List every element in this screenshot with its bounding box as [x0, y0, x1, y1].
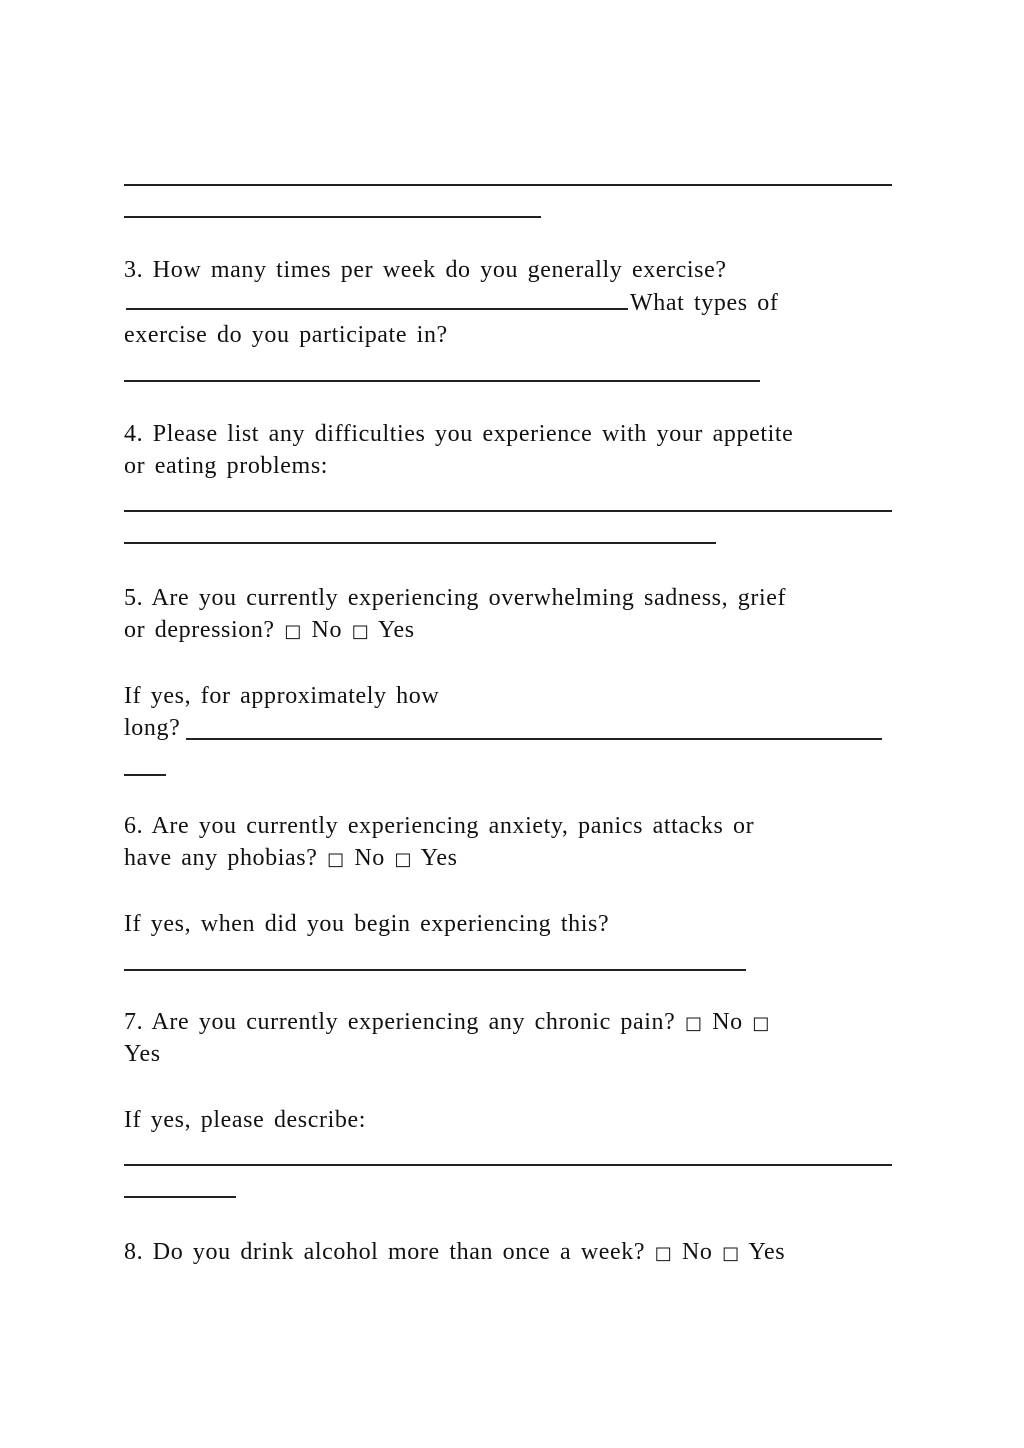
checkbox-icon[interactable]: □	[685, 1013, 703, 1034]
question-5-text: 5. Are you currently experiencing overwhelming sadness, grief	[124, 585, 787, 611]
question-3-subprompt: What types of	[630, 290, 779, 316]
question-7-text	[124, 1006, 770, 1040]
question-6-followup: If yes, when did you begin experiencing this?	[124, 911, 610, 937]
question-3-line2	[124, 287, 778, 319]
question-6-prompt: have any phobias?	[124, 845, 318, 871]
question-6-line2	[124, 842, 458, 876]
answer-line[interactable]	[186, 738, 882, 740]
question-7-line2: Yes	[124, 1041, 161, 1067]
answer-line[interactable]	[124, 380, 760, 382]
question-4-line2: or eating problems:	[124, 453, 329, 479]
answer-line[interactable]	[124, 969, 746, 971]
question-5-prompt: or depression?	[124, 617, 275, 643]
answer-line[interactable]	[124, 184, 892, 186]
answer-line[interactable]	[126, 308, 628, 310]
answer-line[interactable]	[124, 1196, 236, 1198]
question-3-line3: exercise do you participate in?	[124, 322, 448, 348]
option-no-label: No	[311, 617, 343, 643]
option-no-label: No	[681, 1239, 713, 1265]
checkbox-icon[interactable]: □	[351, 621, 370, 642]
checkbox-icon[interactable]: □	[654, 1243, 673, 1264]
question-8-prompt: 8. Do you drink alcohol more than once a week?	[124, 1239, 646, 1265]
question-7-followup: If yes, please describe:	[124, 1107, 366, 1133]
answer-line[interactable]	[124, 774, 166, 776]
checkbox-icon[interactable]: □	[722, 1243, 740, 1264]
question-4-text: 4. Please list any difficulties you experience with your appetite	[124, 421, 794, 447]
question-3-text: 3. How many times per week do you generally exercise?	[124, 257, 727, 283]
answer-line[interactable]	[124, 510, 892, 512]
option-no-label: No	[712, 1009, 743, 1035]
answer-line[interactable]	[124, 542, 716, 544]
checkbox-icon[interactable]: □	[327, 849, 345, 870]
question-8-text	[124, 1236, 785, 1270]
option-yes-label: Yes	[748, 1239, 786, 1265]
answer-line[interactable]	[124, 1164, 892, 1166]
question-6-text: 6. Are you currently experiencing anxiety, panics attacks or	[124, 813, 755, 839]
option-no-label: No	[354, 845, 385, 871]
question-7-prompt: 7. Are you currently experiencing any chronic pain?	[124, 1009, 676, 1035]
option-yes-label: Yes	[420, 845, 458, 871]
question-5-followup-line2	[124, 712, 180, 744]
question-5-followup-prompt: long?	[124, 715, 181, 741]
question-5-followup: If yes, for approximately how	[124, 683, 440, 709]
option-yes-label: Yes	[378, 617, 415, 643]
answer-line[interactable]	[124, 216, 541, 218]
checkbox-icon[interactable]: □	[752, 1013, 770, 1034]
checkbox-icon[interactable]: □	[284, 621, 302, 642]
checkbox-icon[interactable]: □	[394, 849, 413, 870]
question-5-line2	[124, 614, 415, 648]
